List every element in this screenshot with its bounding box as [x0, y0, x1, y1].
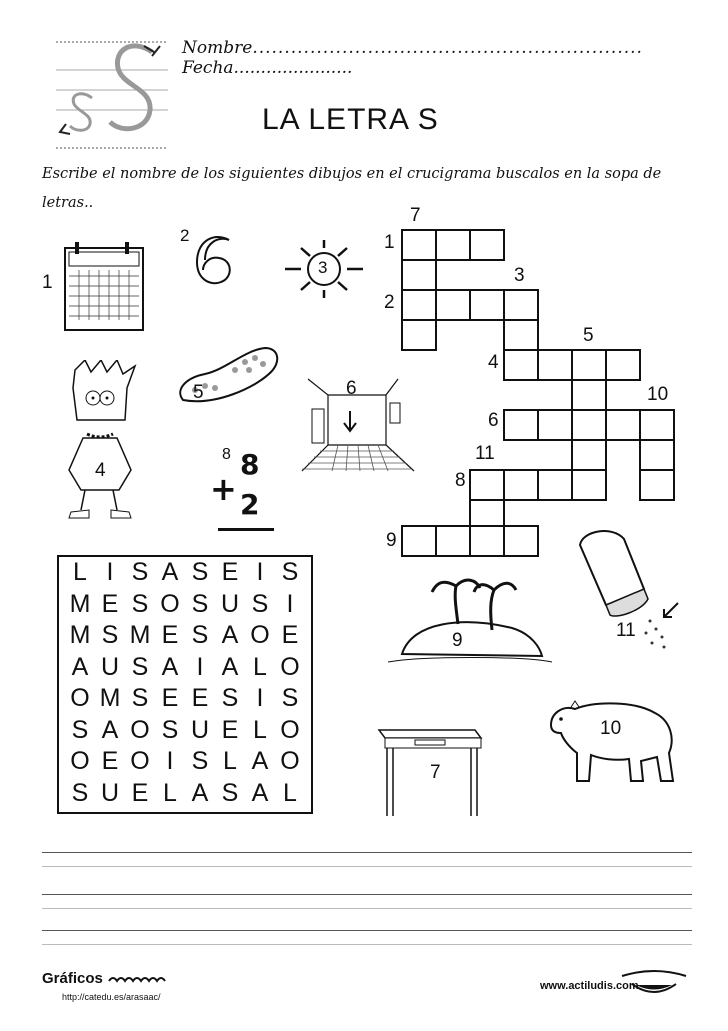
word-search-row	[59, 746, 311, 778]
word-search-letter[interactable]: S	[131, 589, 149, 618]
word-search-letter[interactable]: A	[161, 558, 179, 586]
page-title: LA LETRA S	[262, 103, 439, 136]
crossword-number-11: 11	[475, 443, 495, 464]
word-search-letter[interactable]: E	[101, 747, 119, 775]
word-search-letter[interactable]: I	[286, 589, 294, 618]
word-search-letter[interactable]: S	[131, 558, 149, 586]
name-label: Nombre	[182, 38, 253, 58]
word-search-letter[interactable]: L	[253, 652, 267, 681]
picture-number-sum: 8	[222, 446, 231, 463]
site-url[interactable]: www.actiludis.com	[540, 980, 639, 992]
sum-bottom-digit: 2	[240, 488, 260, 521]
word-search-letter[interactable]: I	[196, 652, 204, 681]
word-search-letter[interactable]: U	[100, 652, 120, 681]
word-search-row	[59, 557, 311, 589]
crossword-number-6: 6	[488, 410, 499, 431]
picture-number-room: 6	[346, 378, 357, 399]
date-label: Fecha	[182, 58, 234, 78]
crossword-grid[interactable]	[380, 200, 690, 560]
crossword-number-1: 1	[384, 232, 395, 253]
word-search-letter[interactable]: S	[221, 684, 239, 712]
word-search-letter[interactable]: A	[221, 652, 239, 681]
word-search-letter[interactable]: E	[101, 589, 119, 618]
word-search-letter[interactable]: S	[191, 558, 209, 586]
word-search-letter[interactable]: S	[251, 589, 269, 618]
writing-line[interactable]	[42, 944, 692, 945]
picture-number-table: 7	[430, 762, 441, 783]
picture-number-bear: 10	[600, 718, 622, 739]
word-search-letter[interactable]: M	[69, 589, 91, 618]
picture-number-six: 2	[180, 226, 190, 245]
letter-s-practice-icon	[52, 38, 172, 154]
crossword-number-9: 9	[386, 530, 397, 551]
sum-plus-sign: +	[210, 470, 237, 508]
word-search-letter[interactable]: A	[161, 652, 179, 681]
word-search-letter[interactable]: S	[131, 652, 149, 681]
word-search-letter[interactable]: L	[73, 558, 87, 586]
word-search-letter[interactable]: S	[71, 778, 89, 807]
calendar-icon	[55, 240, 150, 335]
word-search-letter[interactable]: E	[161, 621, 179, 649]
island-icon	[382, 572, 557, 672]
graphics-url[interactable]: http://catedu.es/arasaac/	[62, 992, 161, 1002]
word-search-letter[interactable]: O	[280, 652, 300, 681]
picture-number-lisa: 4	[95, 460, 106, 481]
word-search-letter[interactable]: S	[131, 684, 149, 712]
word-search-letter[interactable]: S	[281, 684, 299, 712]
word-search-letter[interactable]: L	[283, 778, 297, 807]
word-search-letter[interactable]: E	[191, 684, 209, 712]
word-search-letter[interactable]: L	[163, 778, 177, 807]
word-search-letter[interactable]: I	[256, 684, 264, 712]
word-search-letter[interactable]: S	[161, 715, 179, 744]
word-search-row	[59, 715, 311, 747]
word-search-letter[interactable]: O	[70, 747, 90, 775]
word-search-letter[interactable]: S	[281, 558, 299, 586]
picture-number-calendar: 1	[42, 272, 53, 293]
word-search-letter[interactable]: S	[191, 747, 209, 775]
word-search-letter[interactable]: I	[166, 747, 174, 775]
word-search-letter[interactable]: O	[160, 589, 180, 618]
word-search-letter[interactable]: O	[280, 747, 300, 775]
word-search-letter[interactable]: M	[69, 621, 91, 649]
word-search-letter[interactable]: A	[71, 652, 89, 681]
graphics-label: Gráficos	[42, 970, 103, 987]
word-search-letter[interactable]: O	[130, 715, 150, 744]
word-search-letter[interactable]: A	[191, 778, 209, 807]
writing-line[interactable]	[42, 894, 692, 895]
word-search-row	[59, 652, 311, 684]
word-search-letter[interactable]: S	[221, 778, 239, 807]
word-search-row	[59, 778, 311, 810]
word-search-letter[interactable]: O	[280, 715, 300, 744]
name-date-row	[182, 38, 728, 78]
girl-character-icon	[55, 360, 145, 525]
shoe-sole-icon	[175, 340, 280, 410]
picture-number-salt: 11	[616, 620, 636, 641]
name-dots[interactable]: .............................................................	[252, 38, 643, 58]
word-search-letter[interactable]: A	[221, 621, 239, 649]
instructions-text: Escribe el nombre de los siguientes dibujos en el crucigrama buscalos en la sopa de letras..	[42, 166, 662, 211]
word-search-letter[interactable]: I	[256, 558, 264, 586]
crossword-number-7: 7	[410, 205, 421, 226]
crossword-number-10: 10	[647, 384, 669, 405]
number-six-icon	[185, 230, 245, 290]
word-search-letter[interactable]: A	[251, 747, 269, 775]
word-search-letter[interactable]: E	[281, 621, 299, 649]
crossword-number-8: 8	[455, 470, 466, 491]
date-dots[interactable]: ......................	[233, 58, 353, 78]
smile-logo-icon	[618, 966, 690, 998]
word-search-grid[interactable]	[57, 555, 313, 814]
word-search-letter[interactable]: O	[130, 747, 150, 775]
crossword-number-4: 4	[488, 352, 499, 373]
word-search-letter[interactable]: U	[220, 589, 240, 618]
word-search-letter[interactable]: L	[253, 715, 267, 744]
word-search-letter[interactable]: M	[129, 621, 151, 649]
word-search-letter[interactable]: M	[99, 684, 121, 712]
word-search-letter[interactable]: U	[190, 715, 210, 744]
writing-line[interactable]	[42, 866, 692, 867]
crossword-number-5: 5	[583, 325, 594, 346]
word-search-letter[interactable]: A	[101, 715, 119, 744]
writing-line[interactable]	[42, 852, 692, 853]
writing-line[interactable]	[42, 930, 692, 931]
picture-number-island: 9	[452, 630, 463, 651]
word-search-letter[interactable]: O	[70, 684, 90, 712]
word-search-letter[interactable]: L	[223, 747, 237, 775]
word-search-letter[interactable]: S	[191, 589, 209, 618]
word-search-letter[interactable]: E	[221, 715, 239, 744]
picture-number-sun: 3	[318, 258, 328, 277]
crossword-cells	[402, 230, 674, 556]
word-search-row	[59, 589, 311, 621]
word-search-letter[interactable]: A	[251, 778, 269, 807]
word-search-letter[interactable]: E	[221, 558, 239, 586]
word-search-row	[59, 683, 311, 715]
word-search-letter[interactable]: S	[101, 621, 119, 649]
word-search-letter[interactable]: I	[106, 558, 114, 586]
picture-number-shoe: 5	[193, 382, 204, 403]
sum-top-digit: 8	[240, 448, 260, 481]
sum-line	[218, 528, 274, 531]
word-search-row	[59, 620, 311, 652]
crossword-number-2: 2	[384, 292, 395, 313]
graphics-credit	[42, 970, 167, 987]
word-search-letter[interactable]: O	[250, 621, 270, 649]
word-search-letter[interactable]: E	[161, 684, 179, 712]
word-search-letter[interactable]: U	[100, 778, 120, 807]
crossword-number-3: 3	[514, 265, 525, 286]
writing-line[interactable]	[42, 908, 692, 909]
word-search-letter[interactable]: S	[71, 715, 89, 744]
word-search-letter[interactable]: S	[191, 621, 209, 649]
word-search-letter[interactable]: E	[131, 778, 149, 807]
squiggle-icon	[107, 973, 167, 985]
bear-icon	[545, 695, 680, 785]
